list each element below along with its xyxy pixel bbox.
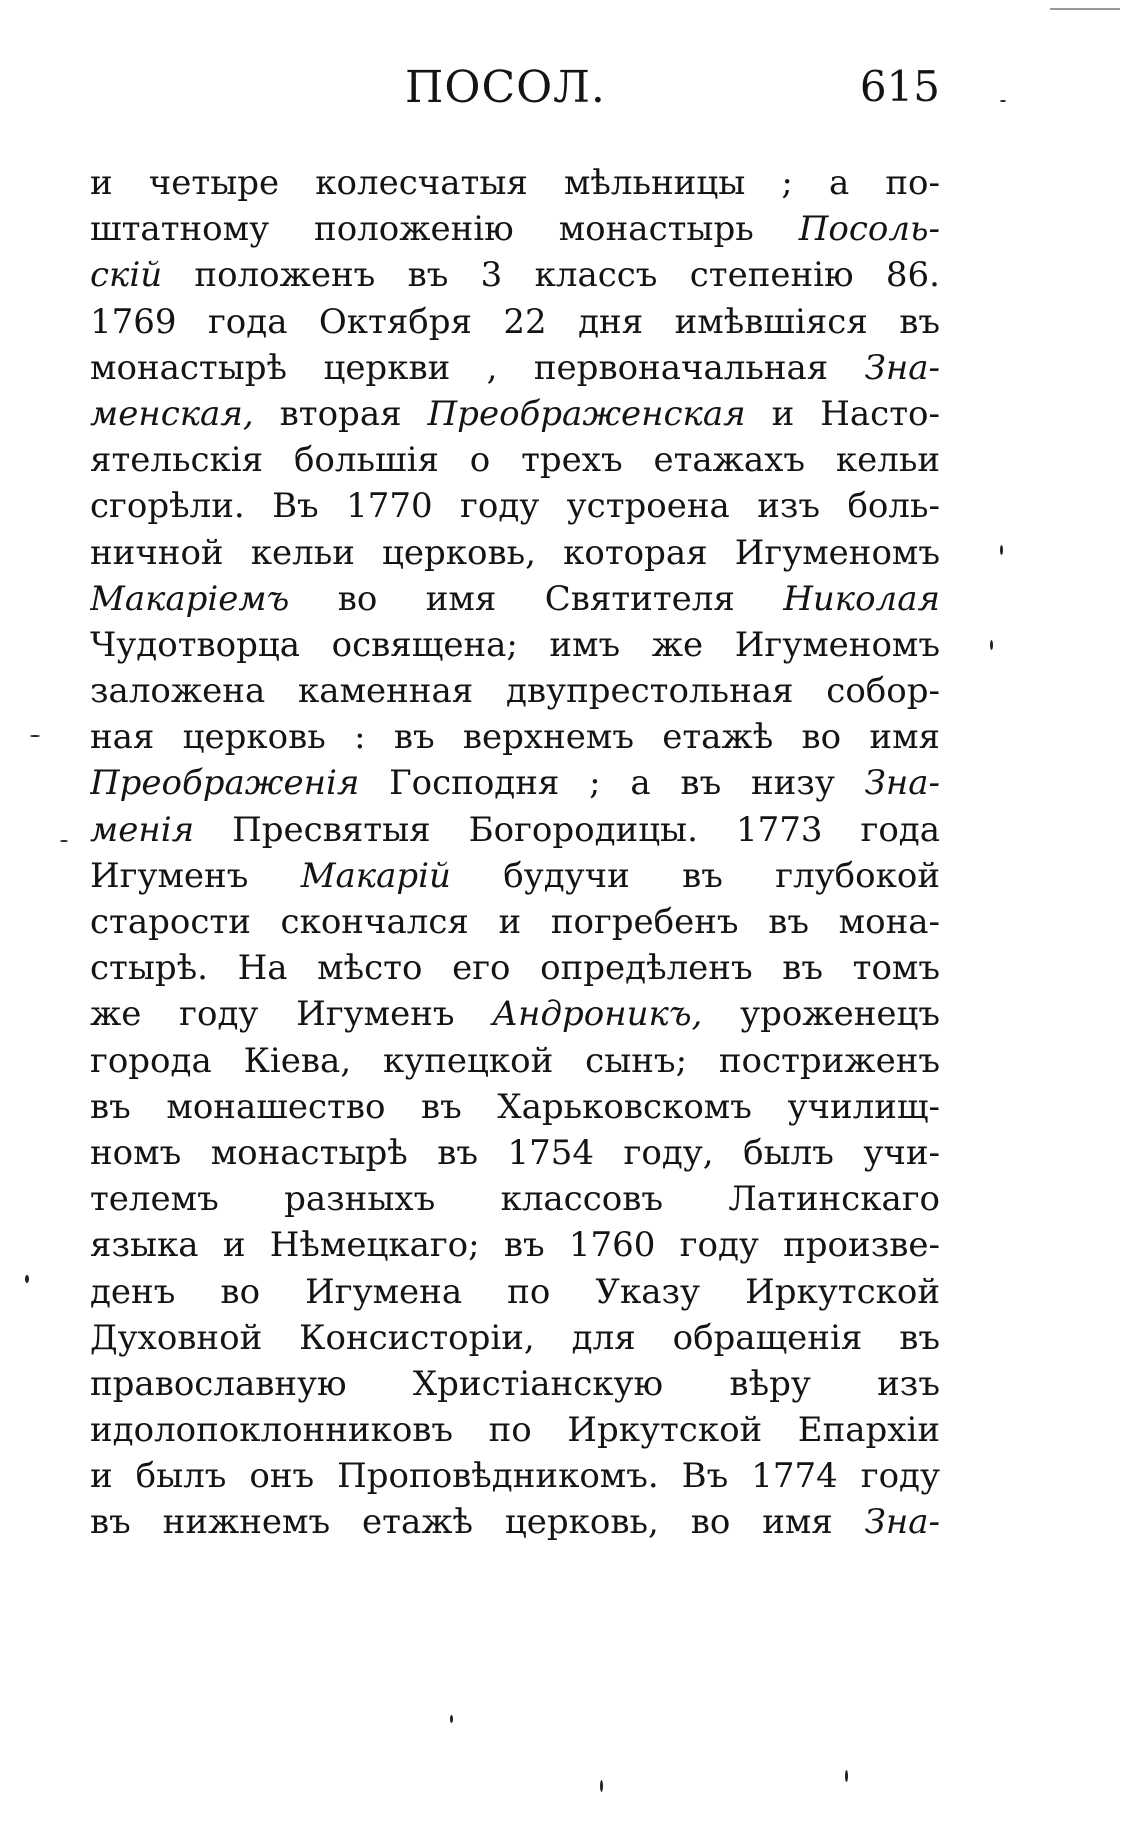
text-line	[90, 899, 940, 945]
text-line	[90, 991, 940, 1037]
text-run: уроженецъ	[702, 994, 940, 1035]
text-run: заложена каменная двупрестольная собор-	[90, 671, 940, 712]
body-text	[90, 160, 940, 1546]
text-run: сгорѣли. Въ 1770 году устроена изъ боль-	[90, 486, 940, 527]
text-run: вторая	[253, 393, 428, 434]
text-run: православную Христіанскую вѣру изъ	[90, 1363, 940, 1404]
print-speck	[600, 1780, 603, 1792]
text-run: Господня ; а въ низу	[359, 763, 865, 804]
text-line	[90, 252, 940, 298]
text-line	[90, 1038, 940, 1084]
print-speck	[1050, 8, 1120, 10]
page-header	[90, 62, 940, 122]
italic-text: Зна-	[864, 763, 940, 804]
text-line	[90, 437, 940, 483]
text-line	[90, 391, 940, 437]
running-title: ПОСОЛ.	[405, 62, 606, 113]
text-run: Чудотворца освящена; имъ же Игуменомъ	[90, 624, 940, 665]
text-run: въ нижнемъ етажѣ церковь, во имя	[90, 1502, 865, 1543]
text-line	[90, 576, 940, 622]
text-run: будучи въ глубокой	[450, 855, 940, 896]
italic-text: Преображенская	[427, 393, 746, 434]
text-line	[90, 1084, 940, 1130]
text-line	[90, 1315, 940, 1361]
text-run: штатному положенію монастырь	[90, 209, 799, 250]
italic-text: Зна-	[864, 1502, 940, 1543]
text-line	[90, 1499, 940, 1545]
text-run: идолопоклонниковъ по Иркутской Епархіи	[90, 1410, 940, 1451]
text-line	[90, 299, 940, 345]
text-line	[90, 1176, 940, 1222]
text-run: телемъ разныхъ классовъ Латинскаго	[90, 1179, 940, 1220]
text-line	[90, 530, 940, 576]
text-line	[90, 807, 940, 853]
text-line	[90, 1222, 940, 1268]
text-line	[90, 945, 940, 991]
text-run: ятельскія большія о трехъ етажахъ кельи	[90, 440, 940, 481]
text-run: въ монашество въ Харьковскомъ училищ-	[90, 1086, 940, 1127]
italic-text: Посоль-	[798, 209, 940, 250]
print-speck	[60, 840, 68, 842]
print-speck	[1000, 545, 1003, 555]
page-number: 615	[859, 62, 940, 111]
print-speck	[845, 1770, 848, 1782]
text-run: языка и Нѣмецкаго; въ 1760 году произве-	[90, 1225, 940, 1266]
text-line	[90, 1453, 940, 1499]
text-run: города Кіева, купецкой сынъ; постриженъ	[90, 1040, 940, 1081]
italic-text: Макаріемъ	[90, 578, 290, 619]
text-line	[90, 483, 940, 529]
text-run: монастырѣ церкви , первоначальная	[90, 347, 865, 388]
text-line	[90, 206, 940, 252]
text-line	[90, 622, 940, 668]
italic-text: менская,	[90, 393, 254, 434]
print-speck	[1000, 100, 1006, 102]
text-run: ничной кельи церковь, которая Игуменомъ	[90, 532, 940, 573]
text-run: же году Игуменъ	[90, 994, 493, 1035]
print-speck	[990, 640, 993, 650]
italic-text: Андроникъ,	[492, 994, 703, 1035]
text-run: старости скончался и погребенъ въ мона-	[90, 902, 940, 942]
text-run: положенъ въ 3 классъ степенію 86.	[162, 255, 940, 296]
italic-text: Макарій	[300, 855, 451, 896]
text-run: и Насто-	[745, 393, 940, 434]
text-line	[90, 714, 940, 760]
text-line	[90, 345, 940, 391]
text-line	[90, 1130, 940, 1176]
text-line	[90, 760, 940, 806]
italic-text: Преображенія	[90, 763, 360, 804]
print-speck	[25, 1275, 29, 1283]
italic-text: Николая	[783, 578, 940, 619]
text-run: во имя Святителя	[289, 578, 784, 619]
italic-text: скій	[90, 255, 163, 296]
text-run: 1769 года Октября 22 дня имѣвшіяся въ	[90, 301, 940, 342]
print-speck	[30, 735, 40, 737]
text-line	[90, 668, 940, 714]
text-run: Духовной Консисторіи, для обращенія въ	[90, 1317, 940, 1358]
text-run: ная церковь : въ верхнемъ етажѣ во имя	[90, 717, 940, 758]
italic-text: Зна-	[864, 347, 940, 388]
text-run: Пресвятыя Богородицы. 1773 года	[194, 809, 940, 850]
text-line	[90, 160, 940, 206]
italic-text: менія	[90, 809, 195, 850]
text-run: Игуменъ	[90, 855, 301, 896]
text-line	[90, 1361, 940, 1407]
print-speck	[450, 1715, 453, 1723]
text-run: и былъ онъ Проповѣдникомъ. Въ 1774 году	[90, 1456, 940, 1497]
text-run: и четыре колесчатыя мѣльницы ; а по-	[90, 163, 940, 203]
text-line	[90, 853, 940, 899]
text-run: номъ монастырѣ въ 1754 году, былъ учи-	[90, 1132, 940, 1173]
text-run: денъ во Игумена по Указу Иркутской	[90, 1271, 940, 1312]
text-run: стырѣ. На мѣсто его опредѣленъ въ томъ	[90, 948, 940, 989]
text-line	[90, 1269, 940, 1315]
text-line	[90, 1407, 940, 1453]
